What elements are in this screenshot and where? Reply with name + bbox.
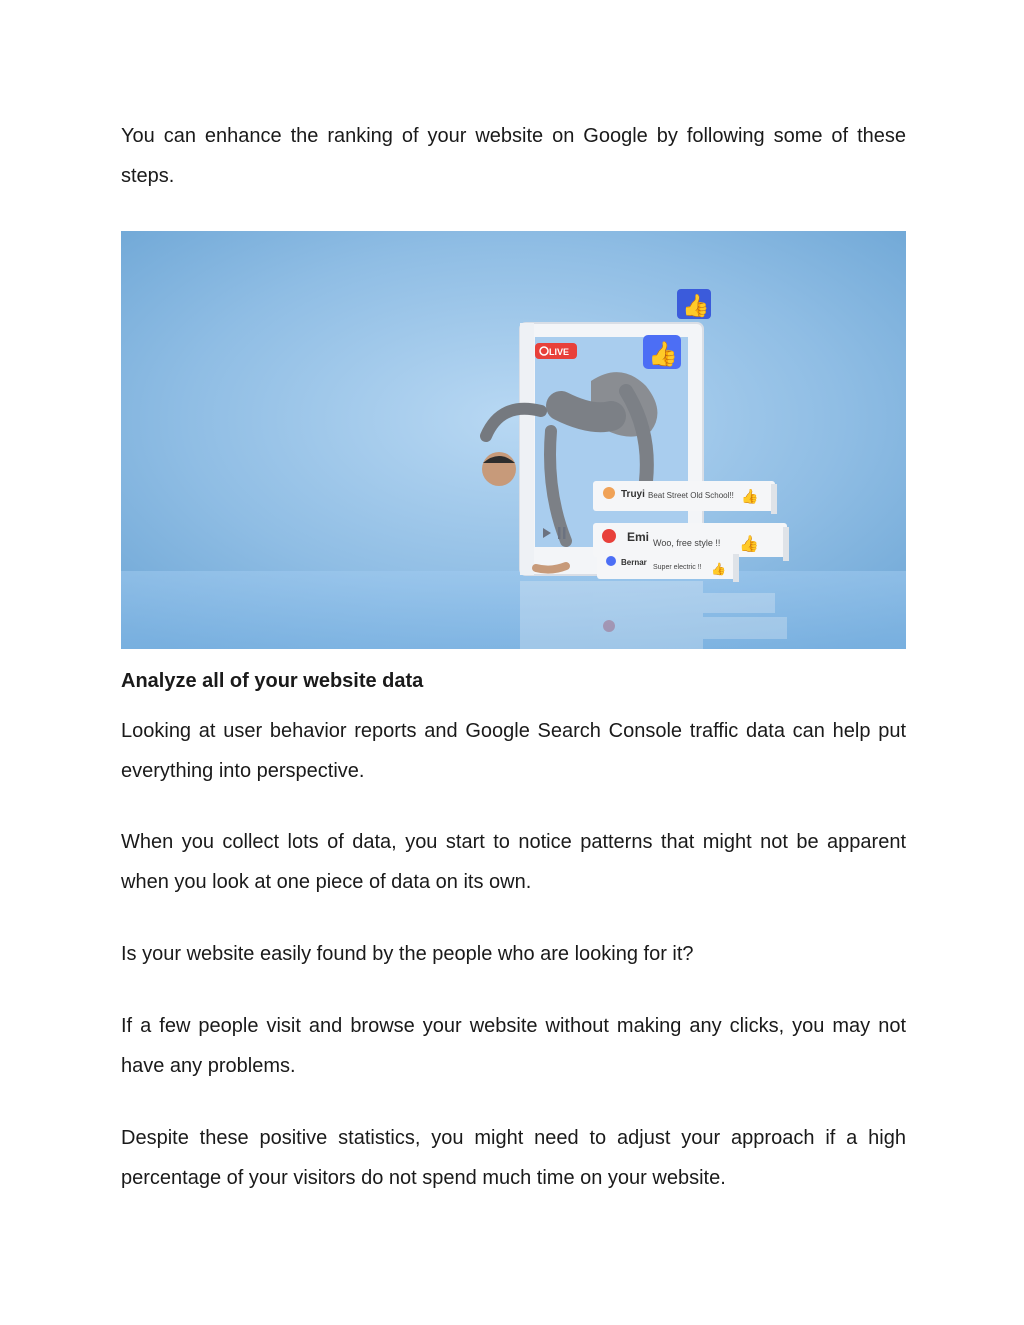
comment-user: Emi xyxy=(627,530,650,544)
comment-text: Beat Street Old School!! xyxy=(648,491,734,500)
comment-card xyxy=(593,481,777,514)
body-paragraph: Despite these positive statistics, you might need to adjust your approach if a high percentage of your visitors do not spend much time on your website. xyxy=(121,1127,906,1189)
comment-text: Woo, free style !! xyxy=(653,538,721,548)
hero-image xyxy=(121,231,906,649)
like-icon: 👍 xyxy=(741,488,759,504)
thumbs-up-icon xyxy=(643,335,681,369)
body-paragraph: If a few people visit and browse your website without making any clicks, you may not have any problems. xyxy=(121,1015,906,1077)
section-heading: Analyze all of your website data xyxy=(121,670,424,692)
body-paragraph: Looking at user behavior reports and Google Search Console traffic data can help put everything into perspective. xyxy=(121,720,906,782)
svg-text:👍: 👍 xyxy=(648,341,678,368)
social-live-illustration xyxy=(121,231,906,649)
body-paragraph: When you collect lots of data, you start to notice patterns that might not be apparent when you look at one piece of data on its own. xyxy=(121,831,906,893)
live-badge xyxy=(535,343,577,359)
comment-card xyxy=(597,551,739,582)
like-icon: 👍 xyxy=(711,562,726,576)
like-icon: 👍 xyxy=(739,536,759,553)
thumbs-up-icon xyxy=(677,289,711,319)
intro-paragraph: You can enhance the ranking of your website on Google by following some of these steps. xyxy=(121,125,906,187)
comment-user: Truyi xyxy=(621,489,645,500)
svg-text:👍: 👍 xyxy=(682,293,710,318)
comment-user: Bernar xyxy=(621,558,647,567)
body-paragraph: Is your website easily found by the people who are looking for it? xyxy=(121,943,694,965)
comment-text: Super electric !! xyxy=(653,564,702,571)
live-badge-label: LIVE xyxy=(549,347,570,357)
